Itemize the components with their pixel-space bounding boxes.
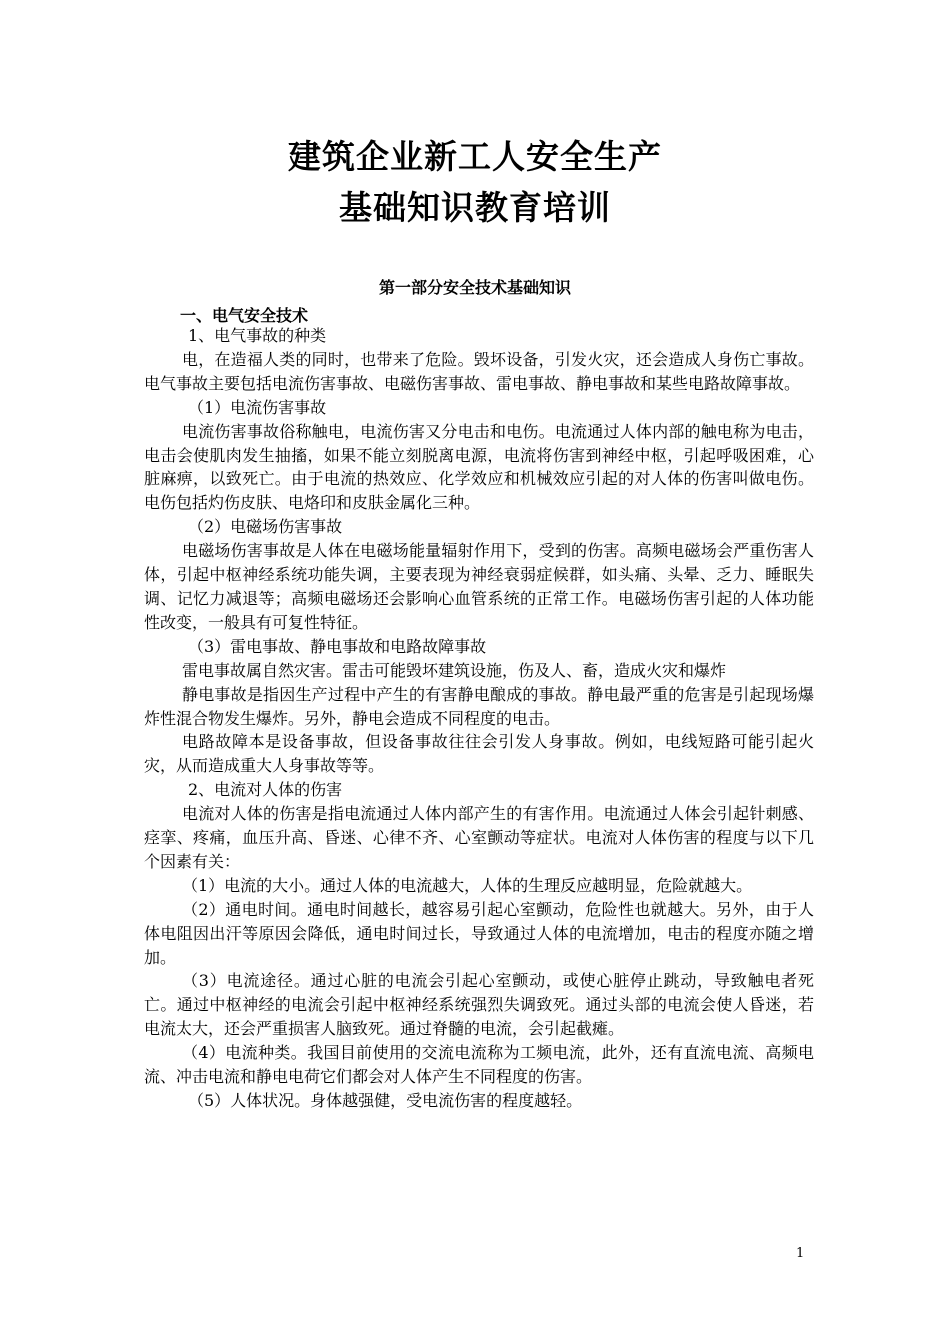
body-paragraph: 电磁场伤害事故是人体在电磁场能量辐射作用下，受到的伤害。高频电磁场会严重伤害人体，引起中枢神经系统功能失调，主要表现为神经衰弱症候群，如头痛、头晕、乏力、睡眠失调、记忆力减退等；高频电磁场还会影响心血管系统的正常工作。电磁场伤害引起的人体功能性改变，一般具有可复性特征。 [144,541,814,632]
subsection-heading: 2、电流对人体的伤害 [188,780,343,800]
body-paragraph: 电，在造福人类的同时，也带来了危险。毁坏设备，引发火灾，还会造成人身伤亡事故。电气事故主要包括电流伤害事故、电磁伤害事故、雷电事故、静电事故和某些电路故障事故。 [144,349,814,393]
numbered-paragraph: （4）电流种类。我国目前使用的交流电流称为工频电流，此外，还有直流电流、高频电流、冲击电流和静电电荷它们都会对人体产生不同程度的伤害。 [144,1043,814,1087]
item-heading: （2）电磁场伤害事故 [188,517,343,537]
page-number: 1 [796,1246,805,1261]
body-paragraph: 电路故障本是设备事故，但设备事故往往会引发人身事故。例如，电线短路可能引起火灾，从而造成重大人身事故等等。 [144,732,814,776]
numbered-paragraph: （5）人体状况。身体越强健，受电流伤害的程度越轻。 [188,1091,583,1110]
document-body [144,324,814,1113]
numbered-paragraph: （2）通电时间。通电时间越长，越容易引起心室颤动，危险性也就越大。另外，由于人体电阻因出汗等原因会降低，通电时间过长，导致通过人体的电流增加，电击的程度亦随之增加。 [144,899,814,967]
body-paragraph: 电流伤害事故俗称触电，电流伤害又分电击和电伤。电流通过人体内部的触电称为电击，电击会使肌肉发生抽搐，如果不能立刻脱离电源，电流将伤害到神经中枢，引起呼吸困难，心脏麻痹，以致死亡。由于电流的热效应、化学效应和机械效应引起的对人体的伤害叫做电伤。电伤包括灼伤皮肤、电烙印和皮肤金属化三种。 [144,421,814,513]
part-heading: 第一部分安全技术基础知识 [378,278,571,297]
body-paragraph: 电流对人体的伤害是指电流通过人体内部产生的有害作用。电流通过人体会引起针刺感、痉挛、疼痛，血压升高、昏迷、心律不齐、心室颤动等症状。电流对人体伤害的程度与以下几个因素有关： [144,804,814,871]
item-heading: （1）电流伤害事故 [188,397,327,417]
item-heading: （3）雷电事故、静电事故和电路故障事故 [188,636,487,656]
numbered-paragraph: （3）电流途径。通过心脏的电流会引起心室颤动，或使心脏停止跳动，导致触电者死亡。通过中枢神经的电流会引起中枢神经系统强烈失调致死。通过头部的电流会使人昏迷，若电流太大，还会严重损害人脑致死。通过脊髓的电流，会引起截瘫。 [144,971,814,1039]
document-title-line1: 建筑企业新工人安全生产 [288,137,662,176]
numbered-paragraph: （1）电流的大小。通过人体的电流越大，人体的生理反应越明显，危险就越大。 [182,875,753,895]
section-heading: 一、电气安全技术 [180,306,309,325]
document-title-line2: 基础知识教育培训 [339,188,611,227]
body-paragraph: 雷电事故属自然灾害。雷击可能毁坏建筑设施，伤及人、畜，造成火灾和爆炸 [182,660,727,680]
subsection-heading: 1、电气事故的种类 [188,326,327,345]
body-paragraph: 静电事故是指因生产过程中产生的有害静电酿成的事故。静电最严重的危害是引起现场爆炸性混合物发生爆炸。另外，静电会造成不同程度的电击。 [144,684,814,728]
